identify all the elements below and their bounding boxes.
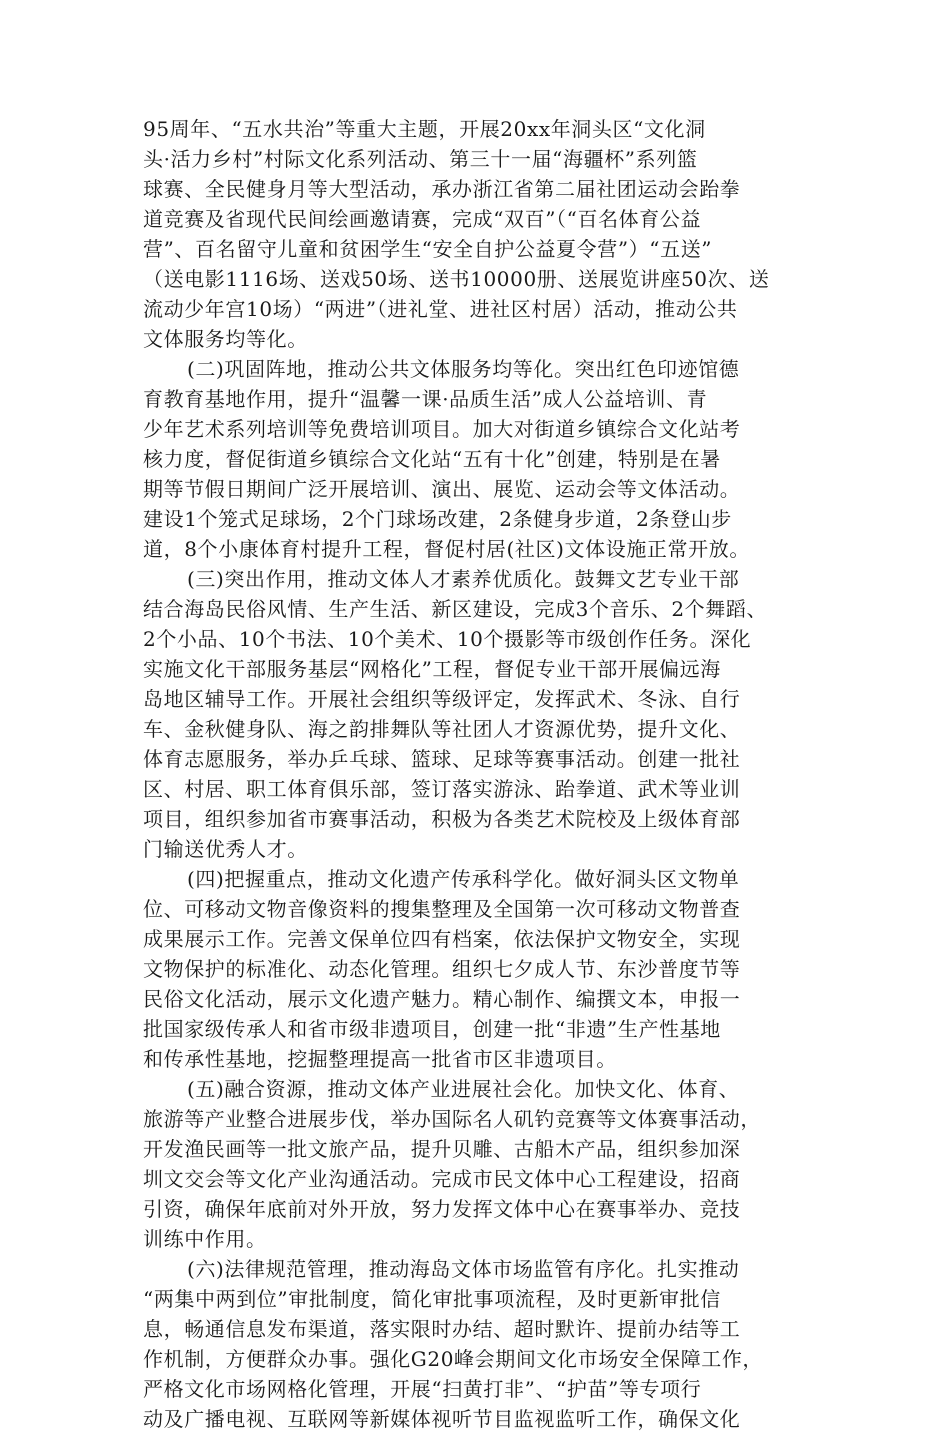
text-line: 训练中作用。 bbox=[143, 1227, 267, 1251]
text-line: 项目，组织参加省市赛事活动，积极为各类艺术院校及上级体育部 bbox=[143, 807, 741, 831]
body-text bbox=[143, 114, 823, 1434]
text-line: 引资，确保年底前对外开放，努力发挥文体中心在赛事举办、竞技 bbox=[143, 1197, 741, 1221]
text-line: 流动少年宫10场）“两进”（进礼堂、进社区村居）活动，推动公共 bbox=[143, 297, 738, 321]
text-line: 动及广播电视、互联网等新媒体视听节目监视监听工作，确保文化 bbox=[143, 1407, 741, 1431]
text-line: 旅游等产业整合进展步伐，举办国际名人矶钓竞赛等文体赛事活动， bbox=[143, 1107, 761, 1131]
text-line: 区、村居、职工体育俱乐部，签订落实游泳、跆拳道、武术等业训 bbox=[143, 777, 741, 801]
section-heading-line: (二)巩固阵地，推动公共文体服务均等化。突出红色印迹馆德 bbox=[187, 357, 740, 381]
text-line: 和传承性基地，挖掘整理提高一批省市区非遗项目。 bbox=[143, 1047, 617, 1071]
text-line: 圳文交会等文化产业沟通活动。完成市民文体中心工程建设，招商 bbox=[143, 1167, 741, 1191]
text-line: 少年艺术系列培训等免费培训项目。加大对街道乡镇综合文化站考 bbox=[143, 417, 741, 441]
text-line: （送电影1116场、送戏50场、送书10000册、送展览讲座50次、送 bbox=[143, 267, 770, 291]
text-line: 严格文化市场网格化管理，开展“扫黄打非”、“护苗”等专项行 bbox=[143, 1377, 702, 1401]
text-line: 实施文化干部服务基层“网格化”工程，督促专业干部开展偏远海 bbox=[143, 657, 721, 681]
section-heading-line: (四)把握重点，推动文化遗产传承科学化。做好洞头区文物单 bbox=[187, 867, 740, 891]
text-line: 核力度，督促街道乡镇综合文化站“五有十化”创建，特别是在暑 bbox=[143, 447, 721, 471]
text-line: 门输送优秀人才。 bbox=[143, 837, 308, 861]
text-line: 位、可移动文物音像资料的搜集整理及全国第一次可移动文物普查 bbox=[143, 897, 741, 921]
text-line: 2个小品、10个书法、10个美术、10个摄影等市级创作任务。深化 bbox=[143, 627, 752, 651]
text-line: 结合海岛民俗风情、生产生活、新区建设，完成3个音乐、2个舞蹈、 bbox=[143, 597, 768, 621]
text-line: 民俗文化活动，展示文化遗产魅力。精心制作、编撰文本，申报一 bbox=[143, 987, 741, 1011]
text-line: 建设1个笼式足球场，2个门球场改建，2条健身步道，2条登山步 bbox=[143, 507, 732, 531]
text-line: 育教育基地作用，提升“温馨一课·品质生活”成人公益培训、青 bbox=[143, 387, 708, 411]
text-line: 批国家级传承人和省市级非遗项目，创建一批“非遗”生产性基地 bbox=[143, 1017, 721, 1041]
section-heading-line: (三)突出作用，推动文体人才素养优质化。鼓舞文艺专业干部 bbox=[187, 567, 740, 591]
text-line: 成果展示工作。完善文保单位四有档案，依法保护文物安全，实现 bbox=[143, 927, 741, 951]
text-line: 车、金秋健身队、海之韵排舞队等社团人才资源优势，提升文化、 bbox=[143, 717, 741, 741]
text-line: 球赛、全民健身月等大型活动，承办浙江省第二届社团运动会跆拳 bbox=[143, 177, 741, 201]
text-line: 作机制，方便群众办事。强化G20峰会期间文化市场安全保障工作， bbox=[143, 1347, 764, 1371]
text-line: 道，8个小康体育村提升工程，督促村居(社区)文体设施正常开放。 bbox=[143, 537, 750, 561]
text-line: “两集中两到位”审批制度，简化审批事项流程，及时更新审批信 bbox=[143, 1287, 721, 1311]
text-line: 营”、百名留守儿童和贫困学生“安全自护公益夏令营”）“五送” bbox=[143, 237, 713, 261]
text-line: 头·活力乡村”村际文化系列活动、第三十一届“海疆杯”系列篮 bbox=[143, 147, 698, 171]
text-line: 期等节假日期间广泛开展培训、演出、展览、运动会等文体活动。 bbox=[143, 477, 741, 501]
text-line: 文体服务均等化。 bbox=[143, 327, 308, 351]
text-line: 道竞赛及省现代民间绘画邀请赛，完成“双百”（“百名体育公益 bbox=[143, 207, 702, 231]
text-line: 息，畅通信息发布渠道，落实限时办结、超时默许、提前办结等工 bbox=[143, 1317, 741, 1341]
section-heading-line: (五)融合资源，推动文体产业进展社会化。加快文化、体育、 bbox=[187, 1077, 740, 1101]
text-line: 体育志愿服务，举办乒乓球、篮球、足球等赛事活动。创建一批社 bbox=[143, 747, 741, 771]
text-line: 岛地区辅导工作。开展社会组织等级评定，发挥武术、冬泳、自行 bbox=[143, 687, 741, 711]
text-line: 95周年、“五水共治”等重大主题，开展20xx年洞头区“文化洞 bbox=[143, 117, 706, 141]
section-heading-line: (六)法律规范管理，推动海岛文体市场监管有序化。扎实推动 bbox=[187, 1257, 740, 1281]
text-line: 文物保护的标准化、动态化管理。组织七夕成人节、东沙普度节等 bbox=[143, 957, 741, 981]
text-line: 开发渔民画等一批文旅产品，提升贝雕、古船木产品，组织参加深 bbox=[143, 1137, 741, 1161]
